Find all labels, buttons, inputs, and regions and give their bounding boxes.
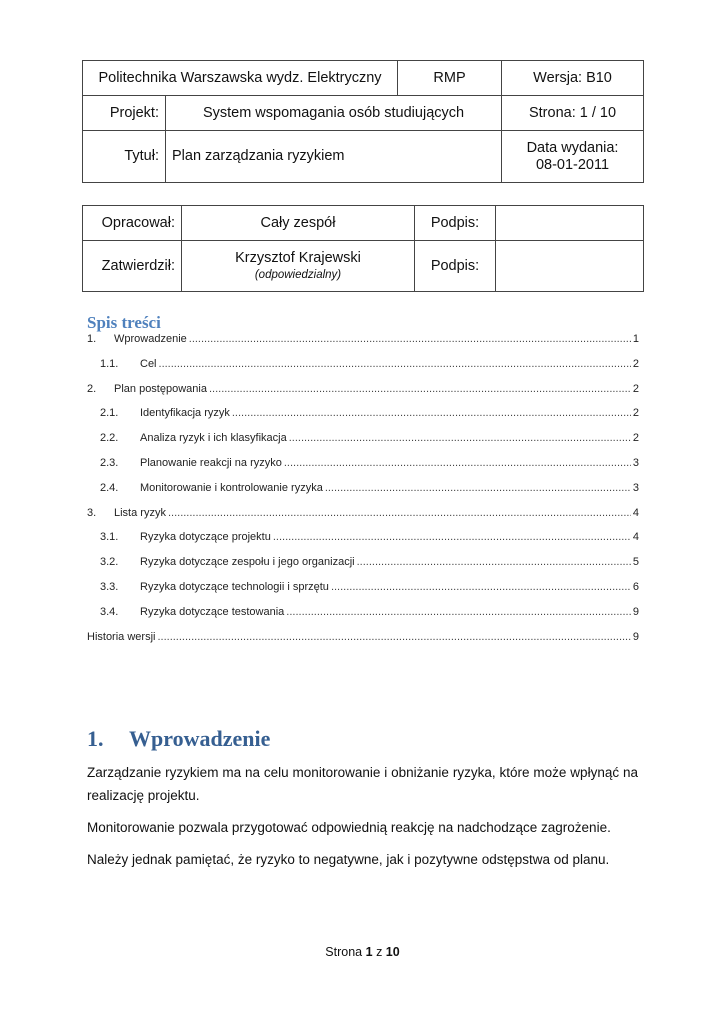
toc-entry[interactable] xyxy=(87,383,639,408)
footer-separator: z xyxy=(376,945,383,959)
toc-entry-number: 2.1. xyxy=(100,407,119,420)
release-date-cell xyxy=(502,131,644,183)
signature-field xyxy=(496,206,644,241)
toc-leader-dots xyxy=(209,383,631,395)
toc-entry[interactable] xyxy=(87,333,639,358)
toc-entry-page: 2 xyxy=(632,357,639,370)
toc-leader-dots xyxy=(284,457,631,469)
body-paragraph: Zarządzanie ryzykiem ma na celu monitorowanie i obniżanie ryzyka, które może wpłynąć na realizację projektu. xyxy=(87,765,638,803)
toc-leader-dots xyxy=(232,407,631,419)
toc-entry-label: Ryzyka dotyczące technologii i sprzętu xyxy=(140,580,329,593)
toc-entry-number: 1.1. xyxy=(100,357,119,370)
toc-leader-dots xyxy=(189,333,631,345)
toc-entry-label: Plan postępowania xyxy=(114,382,207,395)
approved-by-cell xyxy=(182,241,415,292)
body-paragraph: Należy jednak pamiętać, że ryzyko to negatywne, jak i pozytywne odstępstwa od planu. xyxy=(87,852,610,867)
toc-entry[interactable] xyxy=(87,358,639,383)
toc-entry-number: 2.2. xyxy=(100,432,119,445)
toc-entry-label: Planowanie reakcji na ryzyko xyxy=(140,456,282,469)
toc-entry[interactable] xyxy=(87,606,639,631)
toc-entry[interactable] xyxy=(87,457,639,482)
toc-entry-label: Ryzyka dotyczące zespołu i jego organizacji xyxy=(140,556,355,569)
toc-entry-number: 3.3. xyxy=(100,580,119,593)
toc-entry[interactable] xyxy=(87,556,639,581)
approved-by-label: Zatwierdził: xyxy=(83,241,182,292)
approval-table xyxy=(82,205,644,292)
prepared-by-label: Opracował: xyxy=(83,206,182,241)
toc-entry-number: 2.3. xyxy=(100,456,119,469)
toc-entry-page: 4 xyxy=(632,506,639,519)
toc-entry-label: Wprowadzenie xyxy=(114,333,187,345)
toc-leader-dots xyxy=(357,556,631,568)
section-number: 1. xyxy=(87,726,104,751)
section-title: Wprowadzenie xyxy=(129,726,271,751)
toc-entry-page: 2 xyxy=(632,432,639,445)
toc-leader-dots xyxy=(157,631,630,643)
toc-entry-label: Identyfikacja ryzyk xyxy=(140,407,230,420)
toc-entry-number: 3.1. xyxy=(100,531,119,544)
footer-prefix: Strona xyxy=(325,945,363,959)
body-paragraph: Monitorowanie pozwala przygotować odpowiednią reakcję na nadchodzące zagrożenie. xyxy=(87,820,611,835)
toc-leader-dots xyxy=(159,358,631,370)
toc-entry-page: 9 xyxy=(632,630,639,643)
toc-entry-page: 6 xyxy=(632,580,639,593)
toc-entry[interactable] xyxy=(87,432,639,457)
toc-leader-dots xyxy=(289,432,631,444)
toc-entry-label: Historia wersji xyxy=(87,630,156,643)
toc-leader-dots xyxy=(286,606,631,618)
toc-entry-label: Monitorowanie i kontrolowanie ryzyka xyxy=(140,481,323,494)
prepared-by-value: Cały zespół xyxy=(182,206,415,241)
toc-entry-label: Analiza ryzyk i ich klasyfikacja xyxy=(140,432,287,445)
release-date-label: Data wydania: xyxy=(526,139,619,156)
page-footer xyxy=(0,945,725,959)
toc-entry[interactable] xyxy=(87,482,639,507)
toc-entry-label: Ryzyka dotyczące projektu xyxy=(140,531,271,544)
approved-by-name: Krzysztof Krajewski xyxy=(235,250,361,267)
document-header-table xyxy=(82,60,644,183)
signature-label: Podpis: xyxy=(415,241,496,292)
toc-entry-number: 2.4. xyxy=(100,481,119,494)
toc-entry-label: Cel xyxy=(140,357,157,370)
toc-entry-number: 3. xyxy=(87,506,97,519)
toc-entry[interactable] xyxy=(87,507,639,532)
project-label: Projekt: xyxy=(83,96,166,131)
project-value: System wspomagania osób studiujących xyxy=(166,96,502,131)
version-cell: Wersja: B10 xyxy=(502,61,644,96)
release-date-value: 08-01-2011 xyxy=(535,156,610,173)
table-of-contents xyxy=(87,333,639,655)
signature-label: Podpis: xyxy=(415,206,496,241)
toc-entry-page: 2 xyxy=(632,407,639,420)
toc-entry-page: 3 xyxy=(632,456,639,469)
toc-entry[interactable] xyxy=(87,407,639,432)
toc-entry[interactable] xyxy=(87,581,639,606)
document-title: Plan zarządzania ryzykiem xyxy=(166,131,502,183)
toc-leader-dots xyxy=(325,482,631,494)
toc-entry-page: 4 xyxy=(632,531,639,544)
toc-entry-number: 3.4. xyxy=(100,605,119,618)
toc-entry-page: 3 xyxy=(632,481,639,494)
toc-entry-label: Lista ryzyk xyxy=(114,506,166,519)
toc-entry-page: 5 xyxy=(632,556,639,569)
section-heading xyxy=(87,726,270,752)
toc-entry-number: 1. xyxy=(87,333,97,345)
toc-entry-number: 2. xyxy=(87,382,97,395)
footer-total-pages: 10 xyxy=(385,945,400,959)
toc-entry-page: 2 xyxy=(632,382,639,395)
toc-title: Spis treści xyxy=(87,313,161,332)
signature-field xyxy=(496,241,644,292)
toc-leader-dots xyxy=(168,507,631,519)
toc-entry-number: 3.2. xyxy=(100,556,119,569)
toc-entry-page: 1 xyxy=(632,333,639,345)
title-label: Tytuł: xyxy=(83,131,166,183)
toc-entry-label: Ryzyka dotyczące testowania xyxy=(140,605,285,618)
toc-leader-dots xyxy=(331,581,631,593)
institution-cell: Politechnika Warszawska wydz. Elektryczny xyxy=(83,61,398,96)
approved-by-role: (odpowiedzialny) xyxy=(254,268,342,281)
toc-entry[interactable] xyxy=(87,631,639,656)
toc-entry-page: 9 xyxy=(632,605,639,618)
page-info-cell: Strona: 1 / 10 xyxy=(502,96,644,131)
doc-type-cell: RMP xyxy=(398,61,502,96)
toc-entry[interactable] xyxy=(87,531,639,556)
footer-current-page: 1 xyxy=(365,945,373,959)
toc-leader-dots xyxy=(273,531,631,543)
